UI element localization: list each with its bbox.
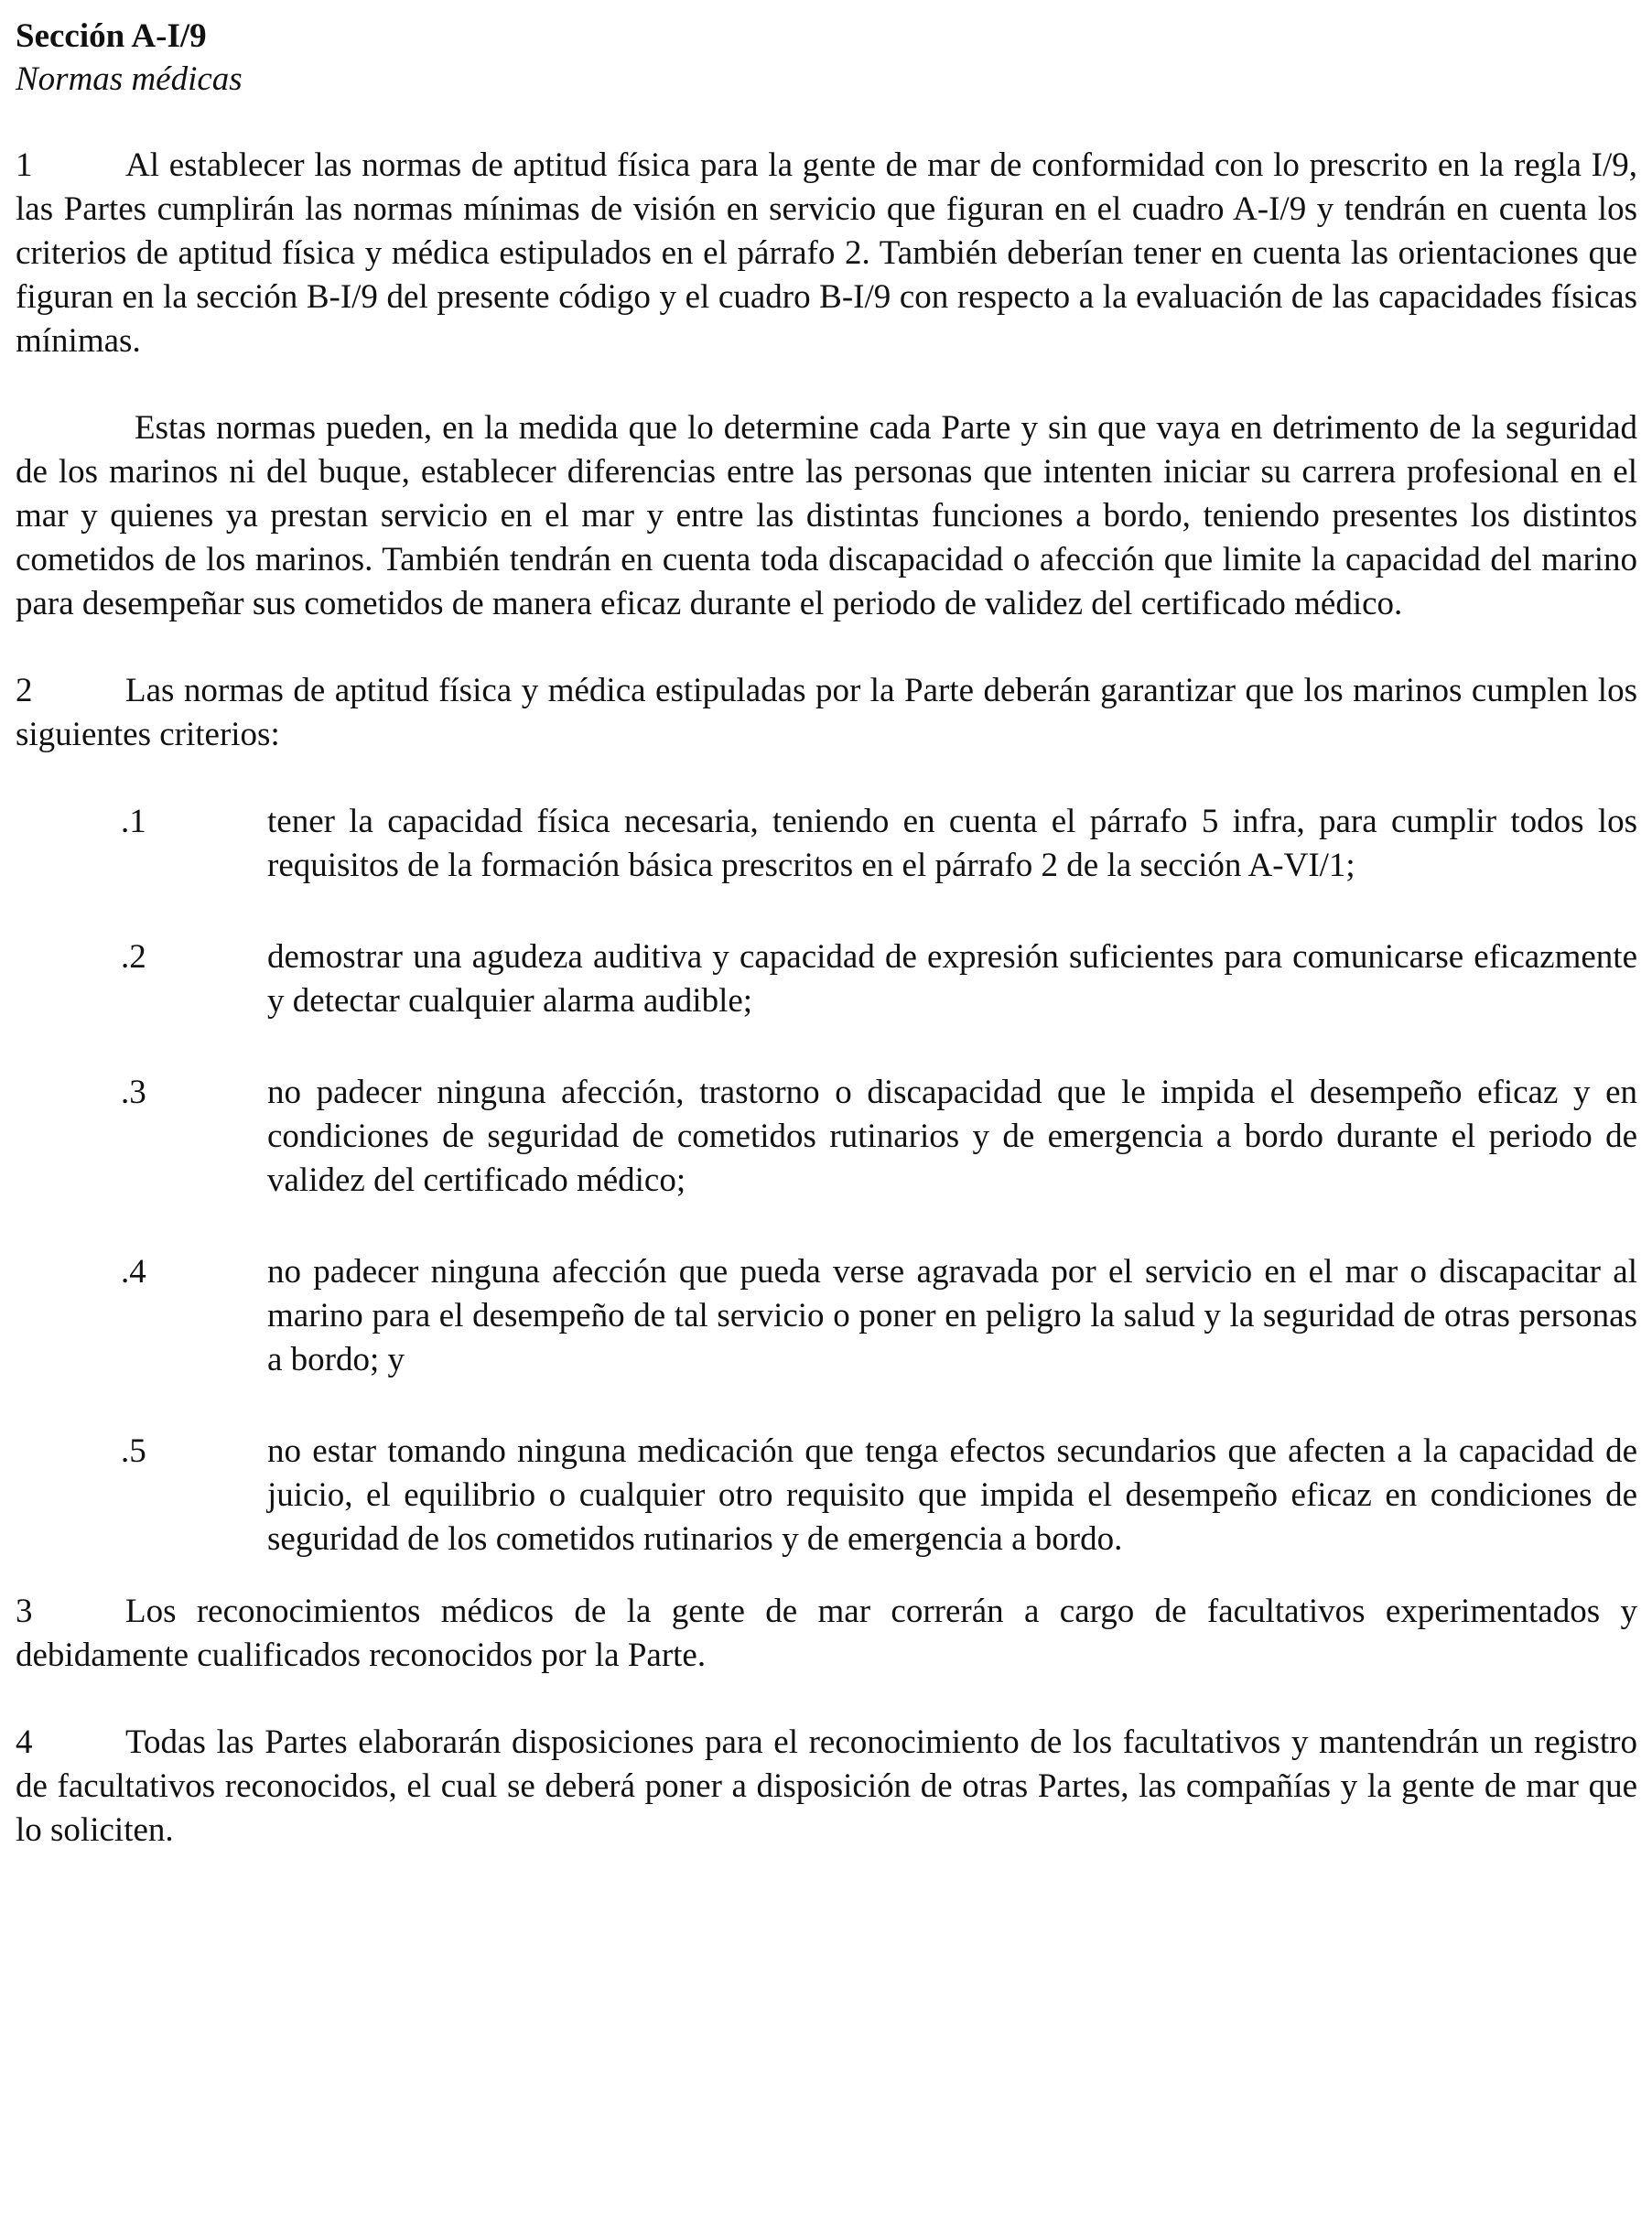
paragraph-1-continued (16, 406, 1637, 626)
criterion-number: .5 (121, 1432, 146, 1470)
criterion-number: .3 (121, 1074, 146, 1111)
criterion-item (16, 935, 1637, 1023)
paragraph-3 (16, 1590, 1637, 1678)
criteria-list (16, 800, 1637, 1561)
criterion-number: .1 (121, 803, 146, 840)
paragraph-number: 4 (16, 1723, 33, 1761)
paragraph-4 (16, 1721, 1637, 1853)
section-title: Sección A-I/9 (16, 17, 207, 55)
paragraph-text: Todas las Partes elaborarán disposiciones para el reconocimiento de los facultativos y mantendrán un registro de facultativos reconocidos, el cual se deberá poner a disposición de otras Partes, las compañías y la gente de mar que lo soliciten. (16, 1723, 1637, 1849)
paragraph-text: Estas normas pueden, en la medida que lo determine cada Parte y sin que vaya en detrimento de la seguridad de los marinos ni del buque, establecer diferencias entre las personas que intenten iniciar su carrera profesional en el mar y quienes ya prestan servicio en el mar y entre las distintas funciones a bordo, teniendo presentes los distintos cometidos de los marinos. También tendrán en cuenta toda discapacidad o afección que limite la capacidad del marino para desempeñar sus cometidos de manera eficaz durante el periodo de validez del certificado médico. (16, 409, 1637, 622)
criterion-text: tener la capacidad física necesaria, teniendo en cuenta el párrafo 5 infra, para cumplir todos los requisitos de la formación básica prescritos en el párrafo 2 de la sección A-VI/1; (267, 803, 1637, 884)
paragraph-number: 1 (16, 146, 33, 184)
criterion-item (16, 1250, 1637, 1382)
criterion-item (16, 1430, 1637, 1561)
paragraph-number: 2 (16, 672, 33, 709)
paragraph-2 (16, 669, 1637, 757)
document-page (16, 0, 1637, 2215)
paragraph-text: Las normas de aptitud física y médica estipuladas por la Parte deberán garantizar que los marinos cumplen los siguientes criterios: (16, 672, 1637, 753)
criterion-item (16, 800, 1637, 888)
paragraph-number: 3 (16, 1593, 33, 1630)
paragraph-1 (16, 144, 1637, 363)
criterion-number: .4 (121, 1253, 146, 1291)
criterion-text: demostrar una agudeza auditiva y capacidad de expresión suficientes para comunicarse eficazmente y detectar cualquier alarma audible; (267, 938, 1637, 1020)
criterion-text: no estar tomando ninguna medicación que tenga efectos secundarios que afecten a la capacidad de juicio, el equilibrio o cualquier otro requisito que impida el desempeño eficaz en condiciones de seguridad de los cometidos rutinarios y de emergencia a bordo. (267, 1432, 1637, 1558)
paragraph-text: Los reconocimientos médicos de la gente de mar correrán a cargo de facultativos experimentados y debidamente cualificados reconocidos por la Parte. (16, 1593, 1637, 1674)
section-subtitle: Normas médicas (16, 60, 243, 98)
paragraph-text: Al establecer las normas de aptitud física para la gente de mar de conformidad con lo prescrito en la regla I/9, las Partes cumplirán las normas mínimas de visión en servicio que figuran en el cuadro A-I/9 y tendrán en cuenta los criterios de aptitud física y médica estipulados en el párrafo 2. También deberían tener en cuenta las orientaciones que figuran en la sección B-I/9 del presente código y el cuadro B-I/9 con respecto a la evaluación de las capacidades físicas mínimas. (16, 146, 1637, 360)
criterion-text: no padecer ninguna afección, trastorno o discapacidad que le impida el desempeño eficaz y en condiciones de seguridad de cometidos rutinarios y de emergencia a bordo durante el periodo de validez del certificado médico; (267, 1074, 1637, 1199)
criterion-text: no padecer ninguna afección que pueda verse agravada por el servicio en el mar o discapacitar al marino para el desempeño de tal servicio o poner en peligro la salud y la seguridad de otras personas a bordo; y (267, 1253, 1637, 1378)
criterion-item (16, 1071, 1637, 1203)
criterion-number: .2 (121, 938, 146, 976)
